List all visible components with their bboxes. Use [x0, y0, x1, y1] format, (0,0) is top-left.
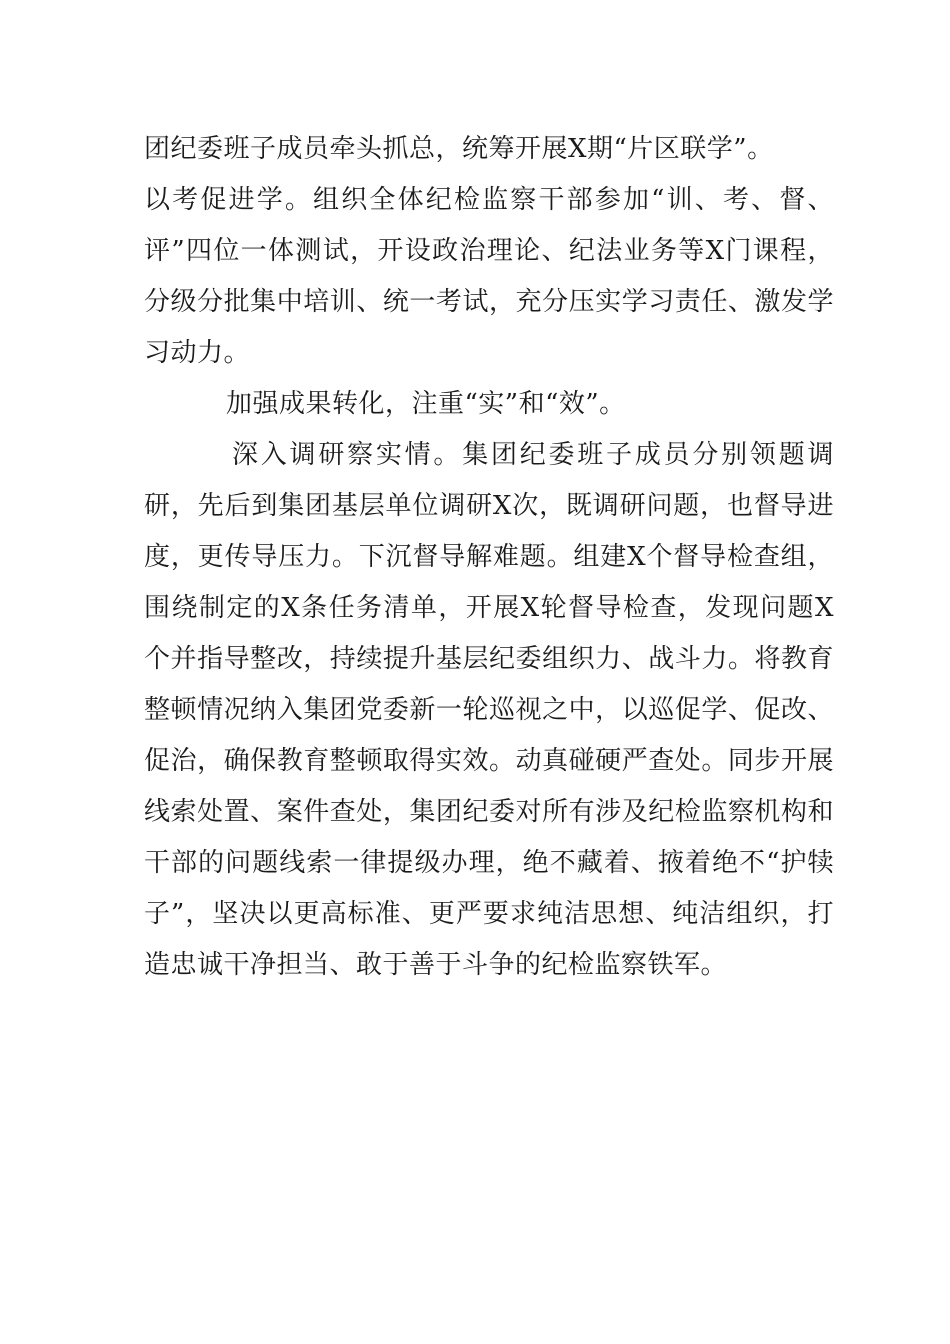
document-body [144, 124, 834, 991]
paragraph-1: 团纪委班子成员牵头抓总，统筹开展X期“片区联学”。 [144, 134, 774, 164]
paragraph-2: 以考促进学。组织全体纪检监察干部参加“训、考、督、评”四位一体测试，开设政治理论、纪法业务等X门课程，分级分批集中培训、统一考试，充分压实学习责任、激发学习动力。 [144, 185, 834, 368]
paragraph-3-heading: 加强成果转化，注重“实”和“效”。 [226, 389, 626, 419]
paragraph-4: 深入调研察实情。集团纪委班子成员分别领题调研，先后到集团基层单位调研X次，既调研问题，也督导进度，更传导压力。下沉督导解难题。组建X个督导检查组，围绕制定的X条任务清单，开展X轮督导检查，发现问题X个并指导整改，持续提升基层纪委组织力、战斗力。将教育整顿情况纳入集团党委新一轮巡视之中，以巡促学、促改、促治，确保教育整顿取得实效。动真碰硬严查处。同步开展线索处置、案件查处，集团纪委对所有涉及纪检监察机构和干部的问题线索一律提级办理，绝不藏着、掖着绝不“护犊子”，坚决以更高标准、更严要求纯洁思想、纯洁组织，打造忠诚干净担当、敢于善于斗争的纪检监察铁军。 [144, 440, 834, 980]
